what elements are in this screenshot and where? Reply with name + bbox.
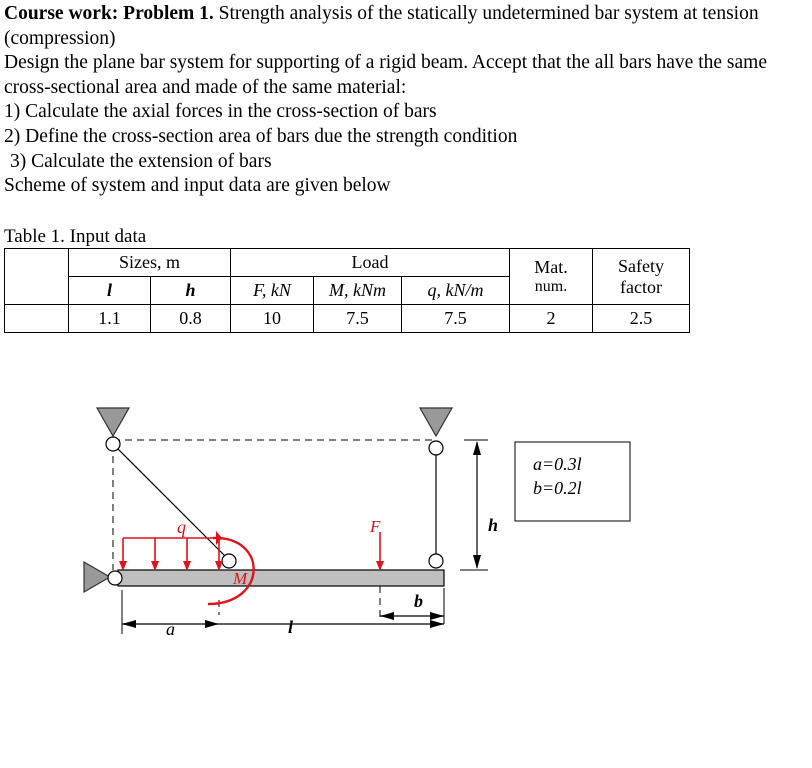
table-val-M: 7.5 [314, 305, 402, 333]
table-group-safety-line-2: factor [620, 276, 662, 297]
problem-line-task-2: 2) Define the cross-section area of bars due the strength condition [4, 125, 518, 147]
rigid-beam [118, 570, 444, 586]
inclined-bar [118, 449, 226, 557]
top-left-support [97, 408, 129, 451]
top-right-support [420, 408, 452, 455]
table-group-mat [510, 249, 593, 305]
dimension-h [460, 440, 488, 570]
label-q: q [177, 517, 186, 537]
table-header-row-1 [5, 249, 690, 277]
table-group-sizes: Sizes, m [69, 249, 231, 277]
label-F: F [370, 517, 381, 536]
problem-line-intro: Design the plane bar system for supporting of a rigid beam. Accept that the all bars have the same cross-sectional area and made of the same material: [4, 52, 767, 98]
param-a: a=0.3l [533, 454, 582, 474]
table-val-q: 7.5 [402, 305, 510, 333]
table-col-M: M, kNm [314, 277, 402, 305]
table-col-F: F, kN [231, 277, 314, 305]
dashed-guide-lines [113, 440, 436, 622]
table-blank-cell [5, 249, 69, 305]
label-h: h [488, 515, 499, 535]
param-b: b=0.2l [533, 478, 582, 498]
left-pin-support [84, 562, 122, 592]
table-val-F: 10 [231, 305, 314, 333]
problem-statement [4, 2, 804, 199]
dimension-b [380, 588, 444, 624]
table-val-mat: 2 [510, 305, 593, 333]
table-group-mat-sub: num. [534, 278, 568, 295]
input-data-table [4, 248, 690, 333]
table-group-mat-label: Mat. [534, 257, 568, 277]
table-row [5, 305, 690, 333]
table-col-l: l [69, 277, 151, 305]
table-col-q: q, kN/m [402, 277, 510, 305]
table-group-load: Load [231, 249, 510, 277]
table-val-h: 0.8 [151, 305, 231, 333]
beam-scheme-diagram [0, 340, 812, 640]
distributed-load-q [123, 538, 219, 566]
table-col-h: h [151, 277, 231, 305]
problem-title [4, 2, 804, 51]
problem-title-bold: Course work: Problem 1. [4, 3, 214, 24]
table-group-safety [593, 249, 690, 305]
table-val-l: 1.1 [69, 305, 151, 333]
table-caption: Table 1. Input data [4, 226, 147, 247]
label-l: l [288, 617, 294, 637]
table-val-safety: 2.5 [593, 305, 690, 333]
vertical-bar-hinge [429, 554, 443, 568]
table-blank-value-cell [5, 305, 69, 333]
problem-title-rest: Strength analysis of the statically undetermined bar system at tension (compression) [4, 3, 759, 49]
problem-line-task-1: 1) Calculate the axial forces in the cross-section of bars [4, 101, 437, 123]
label-M: M [233, 569, 248, 588]
problem-line-task-3: 3) Calculate the extension of bars [10, 150, 272, 172]
label-a: a [166, 619, 175, 639]
problem-line-scheme: Scheme of system and input data are given below [4, 175, 391, 197]
label-b: b [414, 591, 423, 611]
inclined-bar-hinge [222, 554, 236, 568]
table-group-safety-line-1: Safety [618, 255, 664, 276]
